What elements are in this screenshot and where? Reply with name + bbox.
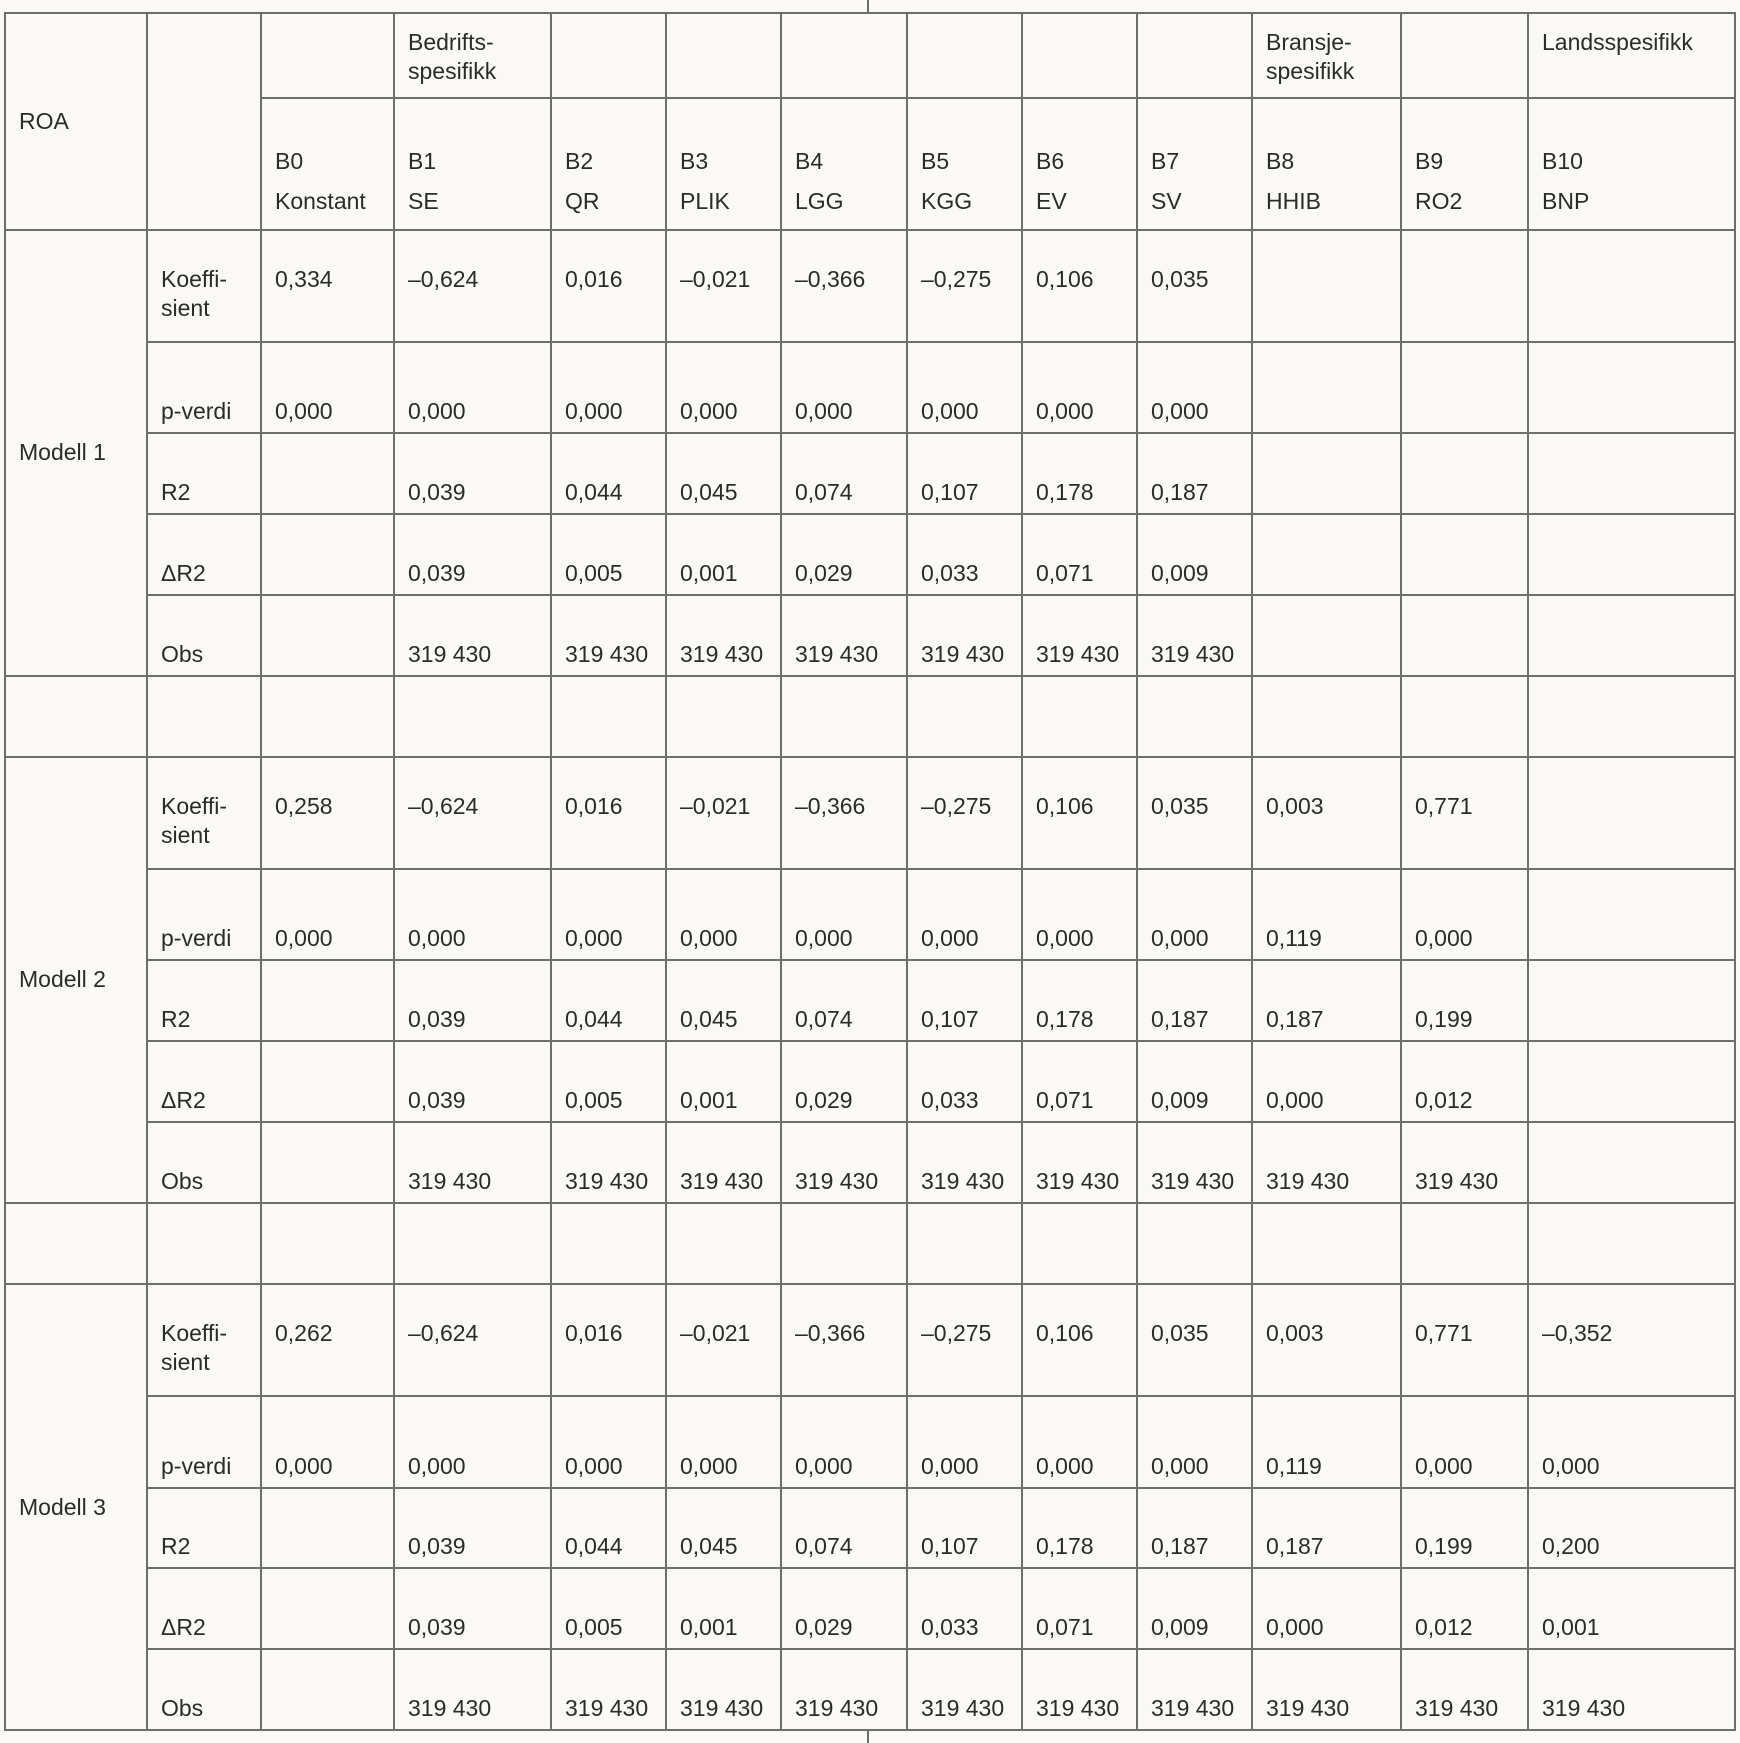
column-header-row <box>5 98 1735 229</box>
value-cell: 0,000 <box>551 342 666 434</box>
spacer-cell <box>1252 1203 1401 1284</box>
value-cell: 0,000 <box>666 342 781 434</box>
value-cell: 319 430 <box>781 595 907 675</box>
model-2-stat-row <box>5 1041 1735 1122</box>
spacer-cell <box>5 1203 147 1284</box>
value-cell: 319 430 <box>1401 1649 1528 1730</box>
value-cell: 0,071 <box>1022 514 1137 595</box>
value-cell: 0,000 <box>261 869 394 961</box>
value-cell: 319 430 <box>666 595 781 675</box>
spacer-cell <box>907 676 1022 757</box>
column-header-b6 <box>1022 98 1137 229</box>
group-header-country: Landsspesifikk <box>1528 13 1735 98</box>
group-header-row <box>5 13 1735 98</box>
value-cell: 319 430 <box>781 1649 907 1730</box>
value-cell <box>261 433 394 513</box>
stat-label: R2 <box>147 960 261 1040</box>
model-1-stat-row <box>5 433 1735 513</box>
value-cell: 319 430 <box>1137 1122 1252 1202</box>
stat-label: p-verdi <box>147 1396 261 1488</box>
value-cell: 319 430 <box>394 1649 551 1730</box>
value-cell <box>1528 342 1735 434</box>
value-cell: 0,044 <box>551 433 666 513</box>
value-cell: 0,107 <box>907 960 1022 1040</box>
value-cell: 0,771 <box>1401 757 1528 869</box>
value-cell: 0,000 <box>1022 869 1137 961</box>
value-cell <box>261 1488 394 1568</box>
value-cell: 319 430 <box>551 1122 666 1202</box>
group-header-empty <box>1401 13 1528 98</box>
value-cell: –0,021 <box>666 757 781 869</box>
model-2-stat-row <box>5 960 1735 1040</box>
value-cell: 0,035 <box>1137 1284 1252 1396</box>
value-cell: 0,044 <box>551 1488 666 1568</box>
spacer-cell <box>147 1203 261 1284</box>
column-code: B6 <box>1036 147 1065 174</box>
value-cell <box>1252 433 1401 513</box>
corner-label: ROA <box>5 13 147 230</box>
column-name: LGG <box>795 187 844 214</box>
value-cell <box>1528 960 1735 1040</box>
value-cell: –0,366 <box>781 230 907 342</box>
column-name: QR <box>565 187 600 214</box>
value-cell: 0,199 <box>1401 960 1528 1040</box>
column-name: EV <box>1036 187 1067 214</box>
column-code: B1 <box>408 147 437 174</box>
value-cell: 0,009 <box>1137 1568 1252 1649</box>
group-header-empty <box>666 13 781 98</box>
value-cell: 0,005 <box>551 1041 666 1122</box>
value-cell: 0,045 <box>666 960 781 1040</box>
column-header-b7 <box>1137 98 1252 229</box>
value-cell: 0,000 <box>1022 342 1137 434</box>
value-cell: 319 430 <box>551 595 666 675</box>
model-3-stat-row <box>5 1568 1735 1649</box>
group-header-empty <box>907 13 1022 98</box>
value-cell: 319 430 <box>1401 1122 1528 1202</box>
value-cell: 0,044 <box>551 960 666 1040</box>
value-cell <box>1528 230 1735 342</box>
value-cell: 319 430 <box>907 1122 1022 1202</box>
value-cell: –0,366 <box>781 757 907 869</box>
stat-label: Obs <box>147 595 261 675</box>
value-cell: 0,029 <box>781 1041 907 1122</box>
column-header-b8 <box>1252 98 1401 229</box>
value-cell <box>261 595 394 675</box>
value-cell: 319 430 <box>1252 1649 1401 1730</box>
value-cell: 0,000 <box>907 342 1022 434</box>
value-cell: 0,005 <box>551 514 666 595</box>
value-cell: 0,033 <box>907 514 1022 595</box>
spacer-cell <box>147 676 261 757</box>
value-cell: 0,016 <box>551 1284 666 1396</box>
stat-label: ΔR2 <box>147 1041 261 1122</box>
value-cell <box>1528 514 1735 595</box>
value-cell: 0,000 <box>551 869 666 961</box>
value-cell: 0,000 <box>551 1396 666 1488</box>
value-cell: 319 430 <box>666 1649 781 1730</box>
value-cell <box>1401 595 1528 675</box>
value-cell: 0,074 <box>781 960 907 1040</box>
value-cell: 0,187 <box>1137 433 1252 513</box>
column-code: B7 <box>1151 147 1180 174</box>
spacer-cell <box>1401 676 1528 757</box>
model-2-stat-row <box>5 1122 1735 1202</box>
value-cell: 0,000 <box>781 869 907 961</box>
value-cell: 0,003 <box>1252 1284 1401 1396</box>
value-cell: 0,106 <box>1022 757 1137 869</box>
value-cell <box>1528 595 1735 675</box>
spacer-row <box>5 676 1735 757</box>
value-cell: 0,039 <box>394 960 551 1040</box>
value-cell: 0,000 <box>261 1396 394 1488</box>
value-cell <box>1401 342 1528 434</box>
value-cell: 0,009 <box>1137 514 1252 595</box>
value-cell <box>1528 869 1735 961</box>
column-code: B10 <box>1542 147 1583 174</box>
stat-label: Koeffi- sient <box>147 757 261 869</box>
spacer-cell <box>1137 1203 1252 1284</box>
stat-label: Koeffi- sient <box>147 230 261 342</box>
stat-label: Koeffi- sient <box>147 1284 261 1396</box>
value-cell <box>1401 514 1528 595</box>
column-header-b0 <box>261 98 394 229</box>
value-cell: 0,000 <box>1401 869 1528 961</box>
spacer-cell <box>1528 1203 1735 1284</box>
value-cell <box>1528 433 1735 513</box>
value-cell: 0,000 <box>907 869 1022 961</box>
spacer-cell <box>1022 1203 1137 1284</box>
stat-label: p-verdi <box>147 869 261 961</box>
value-cell: 0,200 <box>1528 1488 1735 1568</box>
value-cell <box>1252 514 1401 595</box>
value-cell: –0,624 <box>394 230 551 342</box>
value-cell: 0,000 <box>1401 1396 1528 1488</box>
column-name: KGG <box>921 187 973 214</box>
value-cell: 0,001 <box>666 1041 781 1122</box>
value-cell <box>1401 433 1528 513</box>
column-name: RO2 <box>1415 187 1463 214</box>
value-cell <box>1528 1041 1735 1122</box>
column-header-b4 <box>781 98 907 229</box>
value-cell: 0,001 <box>666 514 781 595</box>
column-header-b9 <box>1401 98 1528 229</box>
value-cell: 0,258 <box>261 757 394 869</box>
value-cell: 0,119 <box>1252 869 1401 961</box>
model-3-stat-row <box>5 1396 1735 1488</box>
stat-label: ΔR2 <box>147 1568 261 1649</box>
value-cell <box>1252 342 1401 434</box>
model-label: Modell 3 <box>5 1284 147 1730</box>
value-cell <box>1528 1122 1735 1202</box>
value-cell: 0,016 <box>551 757 666 869</box>
value-cell: 0,039 <box>394 1568 551 1649</box>
column-code: B9 <box>1415 147 1444 174</box>
value-cell: 0,039 <box>394 433 551 513</box>
value-cell <box>1401 230 1528 342</box>
value-cell: 0,000 <box>1137 1396 1252 1488</box>
value-cell: 0,199 <box>1401 1488 1528 1568</box>
value-cell: 319 430 <box>1022 595 1137 675</box>
value-cell: –0,352 <box>1528 1284 1735 1396</box>
spacer-cell <box>1401 1203 1528 1284</box>
value-cell: 0,187 <box>1137 1488 1252 1568</box>
value-cell: 0,178 <box>1022 960 1137 1040</box>
column-name: SE <box>408 187 439 214</box>
value-cell: 0,187 <box>1252 960 1401 1040</box>
stat-label: Obs <box>147 1649 261 1730</box>
value-cell: 319 430 <box>907 595 1022 675</box>
spacer-cell <box>666 1203 781 1284</box>
value-cell: 319 430 <box>1137 1649 1252 1730</box>
value-cell: 0,000 <box>666 869 781 961</box>
column-header-b2 <box>551 98 666 229</box>
stat-label: p-verdi <box>147 342 261 434</box>
value-cell: 0,033 <box>907 1568 1022 1649</box>
value-cell: 0,045 <box>666 1488 781 1568</box>
value-cell: 0,005 <box>551 1568 666 1649</box>
value-cell: –0,624 <box>394 757 551 869</box>
column-name: HHIB <box>1266 187 1321 214</box>
stat-label: R2 <box>147 433 261 513</box>
value-cell: 0,178 <box>1022 433 1137 513</box>
model-label: Modell 2 <box>5 757 147 1203</box>
value-cell: 0,178 <box>1022 1488 1137 1568</box>
spacer-cell <box>551 676 666 757</box>
value-cell: –0,275 <box>907 1284 1022 1396</box>
value-cell: 0,000 <box>1252 1041 1401 1122</box>
value-cell: –0,275 <box>907 757 1022 869</box>
value-cell: –0,366 <box>781 1284 907 1396</box>
model-2-stat-row <box>5 757 1735 869</box>
value-cell: 319 430 <box>1528 1649 1735 1730</box>
spacer-cell <box>394 676 551 757</box>
column-code: B5 <box>921 147 950 174</box>
value-cell <box>261 1649 394 1730</box>
column-code: B0 <box>275 147 304 174</box>
column-code: B8 <box>1266 147 1295 174</box>
model-2-stat-row <box>5 869 1735 961</box>
model-1-stat-row <box>5 230 1735 342</box>
value-cell: 0,000 <box>1528 1396 1735 1488</box>
bottom-divider-tick <box>867 1731 869 1743</box>
column-header-b1 <box>394 98 551 229</box>
value-cell: 0,000 <box>394 342 551 434</box>
spacer-cell <box>907 1203 1022 1284</box>
spacer-cell <box>261 676 394 757</box>
stat-label: ΔR2 <box>147 514 261 595</box>
value-cell: 0,012 <box>1401 1568 1528 1649</box>
column-header-b5 <box>907 98 1022 229</box>
value-cell: 319 430 <box>1022 1122 1137 1202</box>
column-name: SV <box>1151 187 1182 214</box>
value-cell: 0,039 <box>394 514 551 595</box>
value-cell: 0,001 <box>1528 1568 1735 1649</box>
group-header-empty <box>261 13 394 98</box>
value-cell <box>1252 595 1401 675</box>
group-header-empty <box>1022 13 1137 98</box>
value-cell <box>261 1568 394 1649</box>
value-cell: 319 430 <box>666 1122 781 1202</box>
value-cell: –0,021 <box>666 230 781 342</box>
spacer-cell <box>1022 676 1137 757</box>
value-cell: 0,074 <box>781 433 907 513</box>
column-header-b3 <box>666 98 781 229</box>
column-code: B4 <box>795 147 824 174</box>
value-cell: 0,039 <box>394 1041 551 1122</box>
value-cell: 0,106 <box>1022 230 1137 342</box>
value-cell: 0,000 <box>781 1396 907 1488</box>
value-cell: 0,000 <box>394 1396 551 1488</box>
value-cell: –0,021 <box>666 1284 781 1396</box>
spacer-cell <box>781 1203 907 1284</box>
value-cell: 319 430 <box>1022 1649 1137 1730</box>
model-3-stat-row <box>5 1284 1735 1396</box>
value-cell: 0,000 <box>394 869 551 961</box>
value-cell: –0,275 <box>907 230 1022 342</box>
value-cell: 0,029 <box>781 1568 907 1649</box>
column-name: BNP <box>1542 187 1590 214</box>
value-cell: 319 430 <box>781 1122 907 1202</box>
value-cell: 0,001 <box>666 1568 781 1649</box>
spacer-cell <box>1137 676 1252 757</box>
value-cell: 0,000 <box>1137 869 1252 961</box>
value-cell: 0,000 <box>1137 342 1252 434</box>
value-cell <box>261 514 394 595</box>
value-cell: 0,334 <box>261 230 394 342</box>
value-cell: 0,107 <box>907 433 1022 513</box>
value-cell: 0,119 <box>1252 1396 1401 1488</box>
value-cell: 0,039 <box>394 1488 551 1568</box>
regression-table <box>4 12 1736 1731</box>
model-1-stat-row <box>5 514 1735 595</box>
value-cell: 0,187 <box>1137 960 1252 1040</box>
model-label: Modell 1 <box>5 230 147 676</box>
value-cell: 0,016 <box>551 230 666 342</box>
column-name: Konstant <box>275 187 366 214</box>
value-cell: 319 430 <box>1252 1122 1401 1202</box>
group-header-industry: Bransje- spesifikk <box>1252 13 1401 98</box>
value-cell: 0,033 <box>907 1041 1022 1122</box>
group-header-firm: Bedrifts- spesifikk <box>394 13 551 98</box>
column-name: PLIK <box>680 187 730 214</box>
spacer-cell <box>394 1203 551 1284</box>
value-cell: 0,035 <box>1137 230 1252 342</box>
value-cell: 0,003 <box>1252 757 1401 869</box>
value-cell: 0,000 <box>1022 1396 1137 1488</box>
group-header-empty <box>551 13 666 98</box>
value-cell: 0,187 <box>1252 1488 1401 1568</box>
value-cell: 0,071 <box>1022 1568 1137 1649</box>
value-cell: 0,035 <box>1137 757 1252 869</box>
value-cell <box>261 1041 394 1122</box>
spacer-cell <box>666 676 781 757</box>
column-code: B2 <box>565 147 594 174</box>
value-cell: 0,012 <box>1401 1041 1528 1122</box>
spacer-cell <box>261 1203 394 1284</box>
value-cell: 0,009 <box>1137 1041 1252 1122</box>
value-cell: 0,000 <box>666 1396 781 1488</box>
stat-label: R2 <box>147 1488 261 1568</box>
value-cell: 0,029 <box>781 514 907 595</box>
value-cell: –0,624 <box>394 1284 551 1396</box>
value-cell: 319 430 <box>394 595 551 675</box>
spacer-cell <box>551 1203 666 1284</box>
spacer-cell <box>1252 676 1401 757</box>
value-cell: 0,071 <box>1022 1041 1137 1122</box>
stat-label: Obs <box>147 1122 261 1202</box>
value-cell: 0,045 <box>666 433 781 513</box>
spacer-cell <box>5 676 147 757</box>
value-cell: 319 430 <box>551 1649 666 1730</box>
value-cell: 0,107 <box>907 1488 1022 1568</box>
value-cell: 0,000 <box>261 342 394 434</box>
top-divider-tick <box>867 0 869 12</box>
model-3-stat-row <box>5 1649 1735 1730</box>
column-header-b10 <box>1528 98 1735 229</box>
value-cell: 0,771 <box>1401 1284 1528 1396</box>
value-cell <box>1252 230 1401 342</box>
value-cell <box>261 1122 394 1202</box>
value-cell: 0,000 <box>781 342 907 434</box>
value-cell: 0,000 <box>1252 1568 1401 1649</box>
value-cell: 0,000 <box>907 1396 1022 1488</box>
value-cell: 0,074 <box>781 1488 907 1568</box>
value-cell: 319 430 <box>394 1122 551 1202</box>
group-header-empty <box>781 13 907 98</box>
spacer-cell <box>1528 676 1735 757</box>
spacer-row <box>5 1203 1735 1284</box>
group-header-empty <box>1137 13 1252 98</box>
value-cell <box>1528 757 1735 869</box>
model-3-stat-row <box>5 1488 1735 1568</box>
model-1-stat-row <box>5 595 1735 675</box>
value-cell: 319 430 <box>907 1649 1022 1730</box>
value-cell <box>261 960 394 1040</box>
stat-label-header <box>147 13 261 230</box>
value-cell: 319 430 <box>1137 595 1252 675</box>
value-cell: 0,106 <box>1022 1284 1137 1396</box>
value-cell: 0,262 <box>261 1284 394 1396</box>
spacer-cell <box>781 676 907 757</box>
model-1-stat-row <box>5 342 1735 434</box>
column-code: B3 <box>680 147 709 174</box>
